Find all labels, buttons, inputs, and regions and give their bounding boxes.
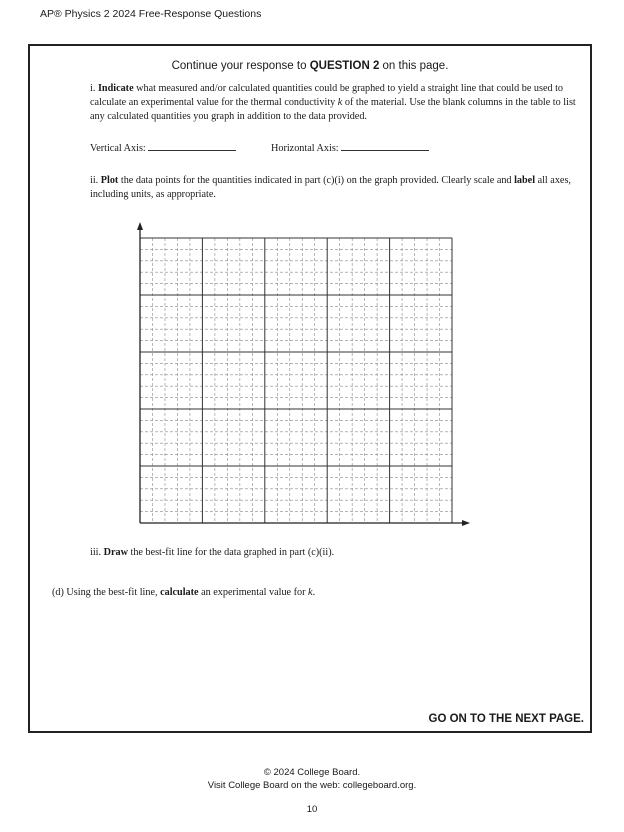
part-i-prompt: i. Indicate what measured and/or calculated quantities could be graphed to yield a straight line that could be used to calculate an experimental value for the thermal conductivity k of the material. Use the blank columns in the table to list any calculated quantities you graph in addition to the data provided. [90, 83, 576, 122]
horizontal-axis-blank[interactable] [341, 150, 429, 151]
copyright-text: © 2024 College Board. [263, 767, 361, 778]
horizontal-axis-prompt: Horizontal Axis: [271, 142, 429, 156]
part-iii-prompt: iii. Draw the best-fit line for the data graphed in part (c)(ii). [90, 547, 335, 558]
page-number: 10 [306, 804, 318, 815]
continue-line: Continue your response to QUESTION 2 on this page. [171, 60, 449, 72]
page-header: AP® Physics 2 2024 Free-Response Questions [40, 8, 262, 20]
blank-graph-grid[interactable] [126, 218, 476, 530]
response-frame [28, 44, 592, 733]
y-axis-arrow [137, 222, 143, 230]
visit-text: Visit College Board on the web: collegeboard.org. [207, 780, 417, 791]
vertical-axis-prompt: Vertical Axis: [90, 142, 236, 156]
go-on-notice: GO ON TO THE NEXT PAGE. [428, 713, 584, 725]
footer [0, 766, 624, 792]
part-d-prompt: (d) Using the best-fit line, calculate an experimental value for k. [52, 587, 316, 598]
part-ii-prompt: ii. Plot the data points for the quantities indicated in part (c)(i) on the graph provided. Clearly scale and label all axes, including units, as appropriate. [90, 175, 571, 200]
x-axis-arrow [462, 520, 470, 526]
vertical-axis-blank[interactable] [148, 150, 236, 151]
